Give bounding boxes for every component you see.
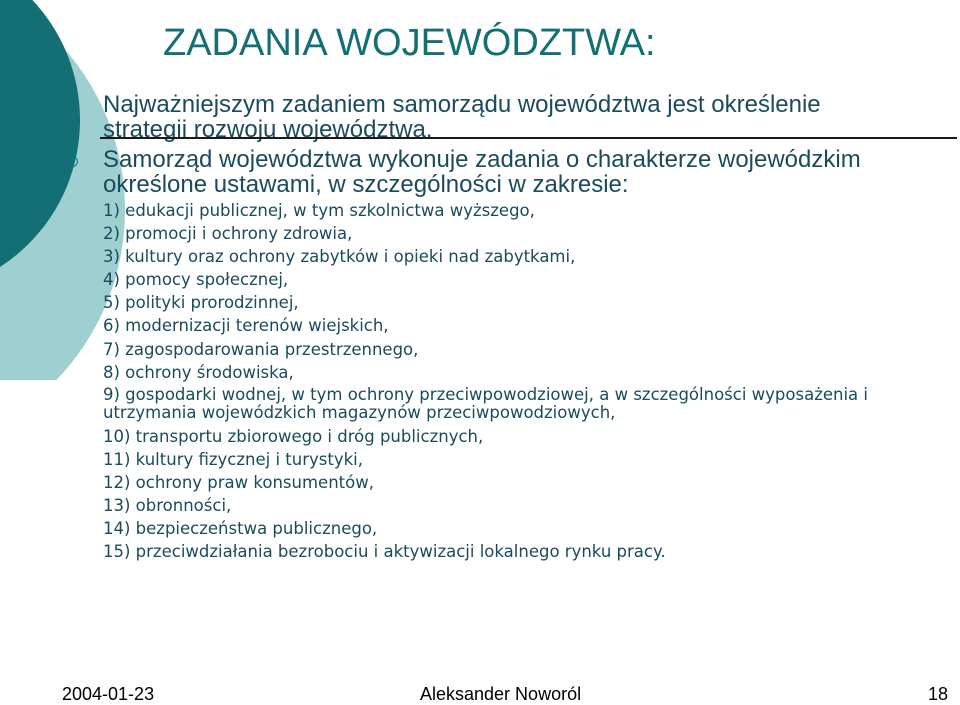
- slide-title: ZADANIA WOJEWÓDZTWA:: [163, 22, 656, 64]
- list-item: 6) modernizacji terenów wiejskich,: [103, 316, 389, 336]
- list-item: 7) zagospodarowania przestrzennego,: [103, 339, 419, 359]
- bullet-tasks: Samorząd województwa wykonuje zadania o charakterze wojewódzkim określone ustawami, w szczególności w zakresie:: [103, 147, 923, 197]
- list-item: 14) bezpieczeństwa publicznego,: [103, 519, 378, 539]
- list-item: 11) kultury fizycznej i turystyki,: [103, 449, 363, 469]
- footer-author: Aleksander Noworól: [420, 684, 582, 704]
- list-item: 3) kultury oraz ochrony zabytków i opieki nad zabytkami,: [103, 247, 576, 267]
- list-item: 15) przeciwdziałania bezrobociu i aktywizacji lokalnego rynku pracy.: [103, 542, 666, 562]
- list-item: 2) promocji i ochrony zdrowia,: [103, 224, 353, 244]
- list-item: 13) obronności,: [103, 496, 232, 516]
- list-item: 9) gospodarki wodnej, w tym ochrony przeciwpowodziowej, a w szczególności wyposażenia i utrzymania wojewódzkich magazynów przeciwpowodziowych,: [103, 384, 868, 423]
- list-item: 8) ochrony środowiska,: [103, 362, 294, 382]
- footer-date: 2004-01-23: [62, 684, 155, 704]
- list-item: 12) ochrony praw konsumentów,: [103, 472, 374, 492]
- bullet-strategy: Najważniejszym zadaniem samorządu województwa jest określenie strategii rozwoju województwa.: [103, 92, 843, 142]
- list-item: 5) polityki prorodzinnej,: [103, 293, 299, 313]
- divider-line: [100, 137, 957, 139]
- task-list: [103, 199, 953, 563]
- list-item: 1) edukacji publicznej, w tym szkolnictwa wyższego,: [103, 201, 535, 220]
- page-number: 18: [928, 684, 949, 704]
- list-item: 4) pomocy społecznej,: [103, 270, 289, 290]
- list-item: 10) transportu zbiorowego i dróg publicznych,: [103, 426, 484, 446]
